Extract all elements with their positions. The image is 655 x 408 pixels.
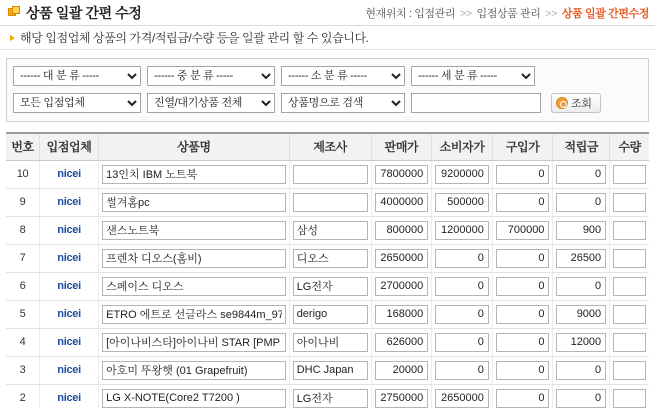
- cell-point: [553, 384, 610, 408]
- cell-product-name: [99, 160, 290, 188]
- filter-row-search: [13, 93, 642, 113]
- buy-price-input[interactable]: [496, 249, 550, 268]
- cell-point: [553, 328, 610, 356]
- cell-no: 2: [6, 384, 40, 408]
- cell-vendor: [40, 384, 99, 408]
- cell-vendor: [40, 160, 99, 188]
- breadcrumb-separator: >>: [545, 7, 558, 20]
- maker-input[interactable]: [293, 389, 368, 408]
- maker-input[interactable]: [293, 305, 368, 324]
- vendor-label: nicei: [57, 168, 81, 180]
- buy-price-input[interactable]: [496, 221, 550, 240]
- column-header-consumer-price: 소비자가: [432, 134, 493, 160]
- table-row: [6, 160, 649, 188]
- consumer-price-input[interactable]: [435, 193, 489, 212]
- cell-vendor: [40, 272, 99, 300]
- cell-maker: [289, 216, 371, 244]
- cell-buy-price: [492, 188, 553, 216]
- buy-price-input[interactable]: [496, 361, 550, 380]
- cell-sale-price: [371, 272, 432, 300]
- consumer-price-input[interactable]: [435, 361, 489, 380]
- vendor-label: nicei: [57, 392, 81, 404]
- cell-sale-price: [371, 356, 432, 384]
- cell-consumer-price: [432, 272, 493, 300]
- sale-price-input[interactable]: [375, 361, 429, 380]
- cell-consumer-price: [432, 160, 493, 188]
- cell-quantity: [610, 300, 649, 328]
- buy-price-input[interactable]: [496, 305, 550, 324]
- point-input[interactable]: [556, 333, 606, 352]
- cell-buy-price: [492, 216, 553, 244]
- buy-price-input[interactable]: [496, 277, 550, 296]
- cell-vendor: [40, 328, 99, 356]
- cell-buy-price: [492, 272, 553, 300]
- notice-text: 해당 입점업체 상품의 가격/적립금/수량 등을 일괄 관리 할 수 있습니다.: [20, 31, 369, 45]
- buy-price-input[interactable]: [496, 389, 550, 408]
- cell-buy-price: [492, 356, 553, 384]
- table-row: [6, 384, 649, 408]
- column-header-quantity: 수량: [610, 134, 649, 160]
- maker-input[interactable]: [293, 277, 368, 296]
- cell-point: [553, 272, 610, 300]
- column-header-sale-price: 판매가: [371, 134, 432, 160]
- search-button[interactable]: [551, 93, 601, 113]
- point-input[interactable]: [556, 249, 606, 268]
- cell-quantity: [610, 188, 649, 216]
- quantity-input[interactable]: [613, 333, 646, 352]
- cell-buy-price: [492, 328, 553, 356]
- column-header-buy-price: 구입가: [492, 134, 553, 160]
- vendor-label: nicei: [57, 308, 81, 320]
- cell-sale-price: [371, 188, 432, 216]
- maker-input[interactable]: [293, 361, 368, 380]
- cell-point: [553, 244, 610, 272]
- cell-maker: [289, 160, 371, 188]
- cell-buy-price: [492, 244, 553, 272]
- quantity-input[interactable]: [613, 165, 646, 184]
- cell-maker: [289, 300, 371, 328]
- quantity-input[interactable]: [613, 389, 646, 408]
- notice-bar: [0, 26, 655, 50]
- consumer-price-input[interactable]: [435, 389, 489, 408]
- quantity-input[interactable]: [613, 221, 646, 240]
- cell-sale-price: [371, 328, 432, 356]
- page-header: [0, 0, 655, 26]
- product-name-input[interactable]: [102, 221, 286, 240]
- cell-buy-price: [492, 160, 553, 188]
- point-input[interactable]: [556, 193, 606, 212]
- cell-no: 6: [6, 272, 40, 300]
- point-input[interactable]: [556, 277, 606, 296]
- table-header-row: [6, 134, 649, 160]
- column-header-vendor: 입점업체: [40, 134, 99, 160]
- cell-product-name: [99, 300, 290, 328]
- cell-no: 5: [6, 300, 40, 328]
- cell-buy-price: [492, 300, 553, 328]
- cell-product-name: [99, 244, 290, 272]
- cell-quantity: [610, 356, 649, 384]
- cell-consumer-price: [432, 244, 493, 272]
- consumer-price-input[interactable]: [435, 221, 489, 240]
- cell-consumer-price: [432, 216, 493, 244]
- product-name-input[interactable]: [102, 193, 286, 212]
- table-row: [6, 216, 649, 244]
- cell-sale-price: [371, 216, 432, 244]
- table-row: [6, 272, 649, 300]
- breadcrumb-separator: >>: [459, 7, 472, 20]
- quantity-input[interactable]: [613, 193, 646, 212]
- cell-no: 4: [6, 328, 40, 356]
- cell-maker: [289, 328, 371, 356]
- category-detail-select[interactable]: [411, 66, 535, 86]
- sale-price-input[interactable]: [375, 333, 429, 352]
- cell-vendor: [40, 244, 99, 272]
- cell-vendor: [40, 300, 99, 328]
- maker-input[interactable]: [293, 165, 368, 184]
- buy-price-input[interactable]: [496, 333, 550, 352]
- vendor-label: nicei: [57, 252, 81, 264]
- sale-price-input[interactable]: [375, 389, 429, 408]
- consumer-price-input[interactable]: [435, 249, 489, 268]
- consumer-price-input[interactable]: [435, 277, 489, 296]
- cell-buy-price: [492, 384, 553, 408]
- cell-point: [553, 356, 610, 384]
- cell-consumer-price: [432, 188, 493, 216]
- product-name-input[interactable]: [102, 277, 286, 296]
- cell-product-name: [99, 356, 290, 384]
- quantity-input[interactable]: [613, 305, 646, 324]
- cell-sale-price: [371, 244, 432, 272]
- vendor-label: nicei: [57, 280, 81, 292]
- product-name-input[interactable]: [102, 333, 286, 352]
- sale-price-input[interactable]: [375, 277, 429, 296]
- product-table: [6, 134, 649, 408]
- category-large-select[interactable]: [13, 66, 141, 86]
- consumer-price-input[interactable]: [435, 333, 489, 352]
- vendor-label: nicei: [57, 336, 81, 348]
- search-button-label: 조회: [571, 98, 592, 110]
- maker-input[interactable]: [293, 193, 368, 212]
- page-title: [8, 3, 141, 23]
- filter-row-categories: [13, 66, 642, 86]
- cell-no: 7: [6, 244, 40, 272]
- bullet-icon: [10, 35, 15, 41]
- breadcrumb-item-current: 상품 일괄 간편수정: [561, 7, 649, 20]
- table-row: [6, 244, 649, 272]
- cell-maker: [289, 188, 371, 216]
- cell-no: 10: [6, 160, 40, 188]
- quantity-input[interactable]: [613, 277, 646, 296]
- table-row: [6, 188, 649, 216]
- cell-sale-price: [371, 384, 432, 408]
- cell-quantity: [610, 272, 649, 300]
- cell-consumer-price: [432, 328, 493, 356]
- cell-point: [553, 216, 610, 244]
- quantity-input[interactable]: [613, 361, 646, 380]
- breadcrumb-item-1[interactable]: 입점관리: [414, 7, 456, 20]
- cell-quantity: [610, 244, 649, 272]
- cell-point: [553, 160, 610, 188]
- column-header-no: 번호: [6, 134, 40, 160]
- cell-no: 9: [6, 188, 40, 216]
- cell-sale-price: [371, 160, 432, 188]
- breadcrumb-item-2[interactable]: 입점상품 관리: [476, 7, 541, 20]
- cell-maker: [289, 244, 371, 272]
- cell-maker: [289, 384, 371, 408]
- buy-price-input[interactable]: [496, 165, 550, 184]
- cell-sale-price: [371, 300, 432, 328]
- column-header-maker: 제조사: [289, 134, 371, 160]
- product-name-input[interactable]: [102, 389, 286, 408]
- cell-maker: [289, 356, 371, 384]
- consumer-price-input[interactable]: [435, 165, 489, 184]
- table-row: [6, 356, 649, 384]
- page-title-text: 상품 일괄 간편 수정: [26, 4, 142, 21]
- maker-input[interactable]: [293, 221, 368, 240]
- sale-price-input[interactable]: [375, 305, 429, 324]
- table-body: [6, 160, 649, 408]
- table-row: [6, 300, 649, 328]
- vendor-label: nicei: [57, 224, 81, 236]
- point-input[interactable]: [556, 361, 606, 380]
- table-row: [6, 328, 649, 356]
- cell-product-name: [99, 384, 290, 408]
- squares-icon: [8, 6, 21, 19]
- sale-price-input[interactable]: [375, 165, 429, 184]
- magnifier-icon: [556, 97, 568, 109]
- cell-vendor: [40, 216, 99, 244]
- product-name-input[interactable]: [102, 249, 286, 268]
- cell-quantity: [610, 160, 649, 188]
- cell-consumer-price: [432, 300, 493, 328]
- display-status-select[interactable]: [147, 93, 275, 113]
- quantity-input[interactable]: [613, 249, 646, 268]
- point-input[interactable]: [556, 305, 606, 324]
- cell-no: 3: [6, 356, 40, 384]
- maker-input[interactable]: [293, 333, 368, 352]
- vendor-select[interactable]: [13, 93, 141, 113]
- column-header-product-name: 상품명: [99, 134, 290, 160]
- cell-point: [553, 300, 610, 328]
- consumer-price-input[interactable]: [435, 305, 489, 324]
- cell-product-name: [99, 188, 290, 216]
- cell-vendor: [40, 188, 99, 216]
- maker-input[interactable]: [293, 249, 368, 268]
- cell-consumer-price: [432, 384, 493, 408]
- cell-quantity: [610, 328, 649, 356]
- column-header-point: 적립금: [553, 134, 610, 160]
- point-input[interactable]: [556, 165, 606, 184]
- product-table-wrap: [6, 132, 649, 408]
- sale-price-input[interactable]: [375, 193, 429, 212]
- cell-maker: [289, 272, 371, 300]
- product-name-input[interactable]: [102, 165, 286, 184]
- product-name-input[interactable]: [102, 305, 286, 324]
- buy-price-input[interactable]: [496, 193, 550, 212]
- search-keyword-input[interactable]: [411, 93, 541, 113]
- cell-no: 8: [6, 216, 40, 244]
- category-small-select[interactable]: [281, 66, 405, 86]
- cell-vendor: [40, 356, 99, 384]
- point-input[interactable]: [556, 389, 606, 408]
- cell-quantity: [610, 216, 649, 244]
- filter-panel: [6, 58, 649, 122]
- cell-product-name: [99, 328, 290, 356]
- cell-point: [553, 188, 610, 216]
- vendor-label: nicei: [57, 364, 81, 376]
- cell-quantity: [610, 384, 649, 408]
- sale-price-input[interactable]: [375, 221, 429, 240]
- cell-product-name: [99, 272, 290, 300]
- product-name-input[interactable]: [102, 361, 286, 380]
- search-type-select[interactable]: [281, 93, 405, 113]
- breadcrumb-prefix: 현재위치 :: [365, 7, 412, 20]
- cell-consumer-price: [432, 356, 493, 384]
- sale-price-input[interactable]: [375, 249, 429, 268]
- cell-product-name: [99, 216, 290, 244]
- category-mid-select[interactable]: [147, 66, 275, 86]
- point-input[interactable]: [556, 221, 606, 240]
- vendor-label: nicei: [57, 196, 81, 208]
- breadcrumb: [365, 5, 649, 21]
